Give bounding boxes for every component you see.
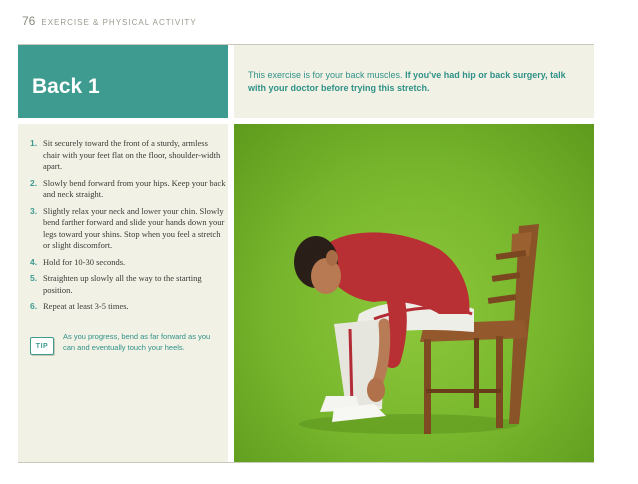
step-number: 6. bbox=[30, 301, 38, 311]
title-box bbox=[18, 45, 228, 118]
step-text: Slowly bend forward from your hips. Keep your back and neck straight. bbox=[43, 177, 226, 199]
step-text: Sit securely toward the front of a sturdy, armless chair with your feet flat on the floor, shoulder-width apart. bbox=[43, 138, 221, 171]
intro-text: This exercise is for your back muscles. bbox=[248, 70, 406, 80]
intro-box bbox=[234, 45, 594, 118]
page-title: Back 1 bbox=[32, 75, 100, 98]
steps-panel bbox=[18, 124, 228, 462]
tip-text: As you progress, bend as far forward as you can and eventually touch your heels. bbox=[63, 332, 211, 352]
page-number: 76 bbox=[22, 14, 36, 28]
step-item bbox=[30, 178, 226, 201]
step-number: 3. bbox=[30, 205, 38, 216]
step-item bbox=[30, 257, 226, 269]
step-text: Hold for 10-30 seconds. bbox=[43, 256, 126, 267]
step-text: Repeat at least 3-5 times. bbox=[43, 301, 129, 311]
step-list bbox=[30, 138, 226, 318]
step-text: Slightly relax your neck and lower your chin. Slowly bend farther forward and slide your hands down your legs toward your shins. Stop when you feel a stretch or slight discomfort. bbox=[43, 205, 225, 250]
step-item bbox=[30, 206, 226, 252]
step-number: 4. bbox=[30, 256, 38, 267]
man-stretching-on-chair-illustration bbox=[234, 124, 594, 462]
tip-badge: TIP bbox=[30, 337, 54, 355]
step-item bbox=[30, 273, 226, 296]
step-number: 2. bbox=[30, 177, 38, 188]
step-text: Straighten up slowly all the way to the starting position. bbox=[43, 273, 202, 295]
tip-callout bbox=[30, 331, 215, 355]
page-header bbox=[22, 14, 197, 28]
bottom-divider bbox=[18, 462, 594, 463]
intro-warning: If you've had hip or back surgery, talk with your doctor before trying this stretch. bbox=[248, 70, 566, 93]
step-item bbox=[30, 138, 226, 173]
step-number: 1. bbox=[30, 138, 38, 148]
section-label: EXERCISE & PHYSICAL ACTIVITY bbox=[41, 18, 197, 27]
step-number: 5. bbox=[30, 273, 38, 283]
exercise-photo bbox=[234, 124, 594, 462]
step-item bbox=[30, 301, 226, 313]
